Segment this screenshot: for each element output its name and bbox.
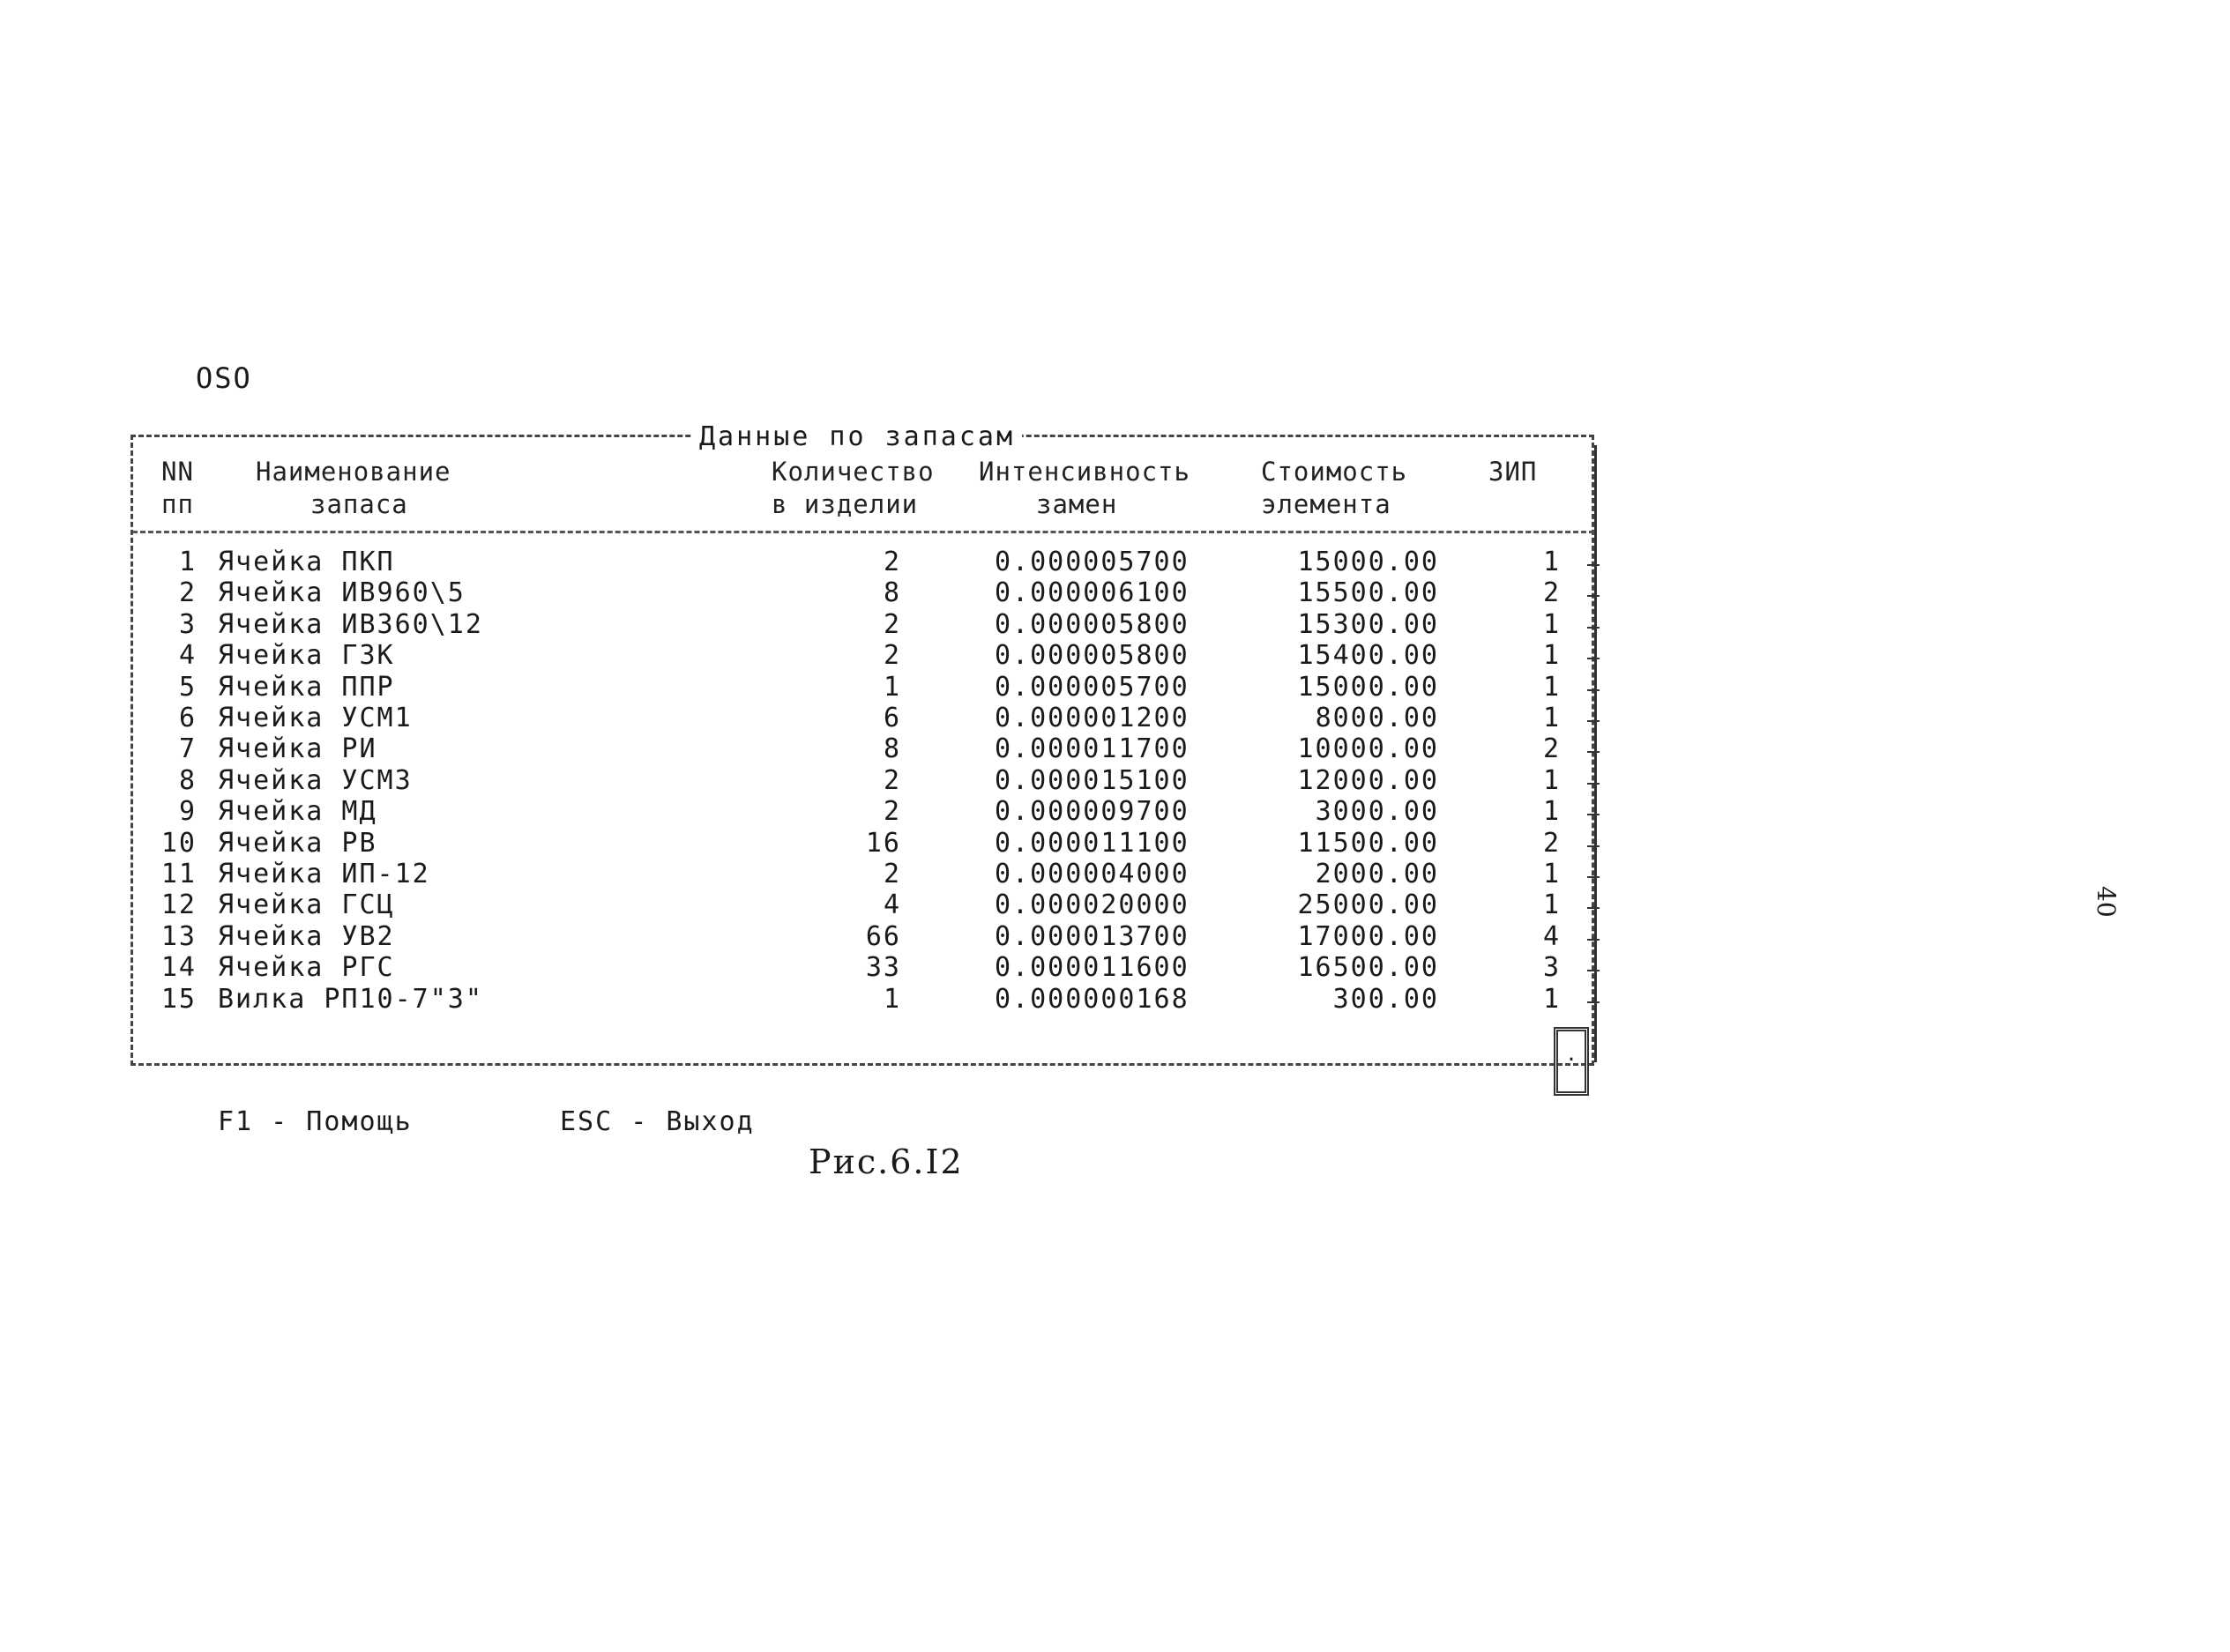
row-rate-8: 0.000015100 [995, 764, 1190, 796]
header-zip: ЗИП [1488, 457, 1538, 487]
row-name-13: Ячейка УВ2 [218, 920, 395, 952]
row-cost-11: 2000.00 [1315, 859, 1439, 889]
row-rate-4: 0.000005800 [995, 640, 1190, 672]
row-zip-9: 1 [1542, 796, 1561, 828]
header-qty-2: в изделии [772, 489, 919, 519]
row-name-5: Ячейка ППР [218, 671, 395, 703]
header-nn-1: NN [161, 457, 194, 487]
row-rate-10: 0.000011100 [995, 827, 1190, 859]
exit-key-hint[interactable]: ESC - Выход [560, 1106, 755, 1137]
header-rate-1: Интенсивность [979, 457, 1190, 487]
row-zip-12: 1 [1542, 889, 1561, 921]
row-cost-12: 25000.00 [1297, 889, 1439, 921]
row-nn-14: 14 [160, 952, 197, 984]
row-rate-2: 0.000006100 [995, 577, 1190, 609]
row-qty-1: 2 [883, 547, 901, 577]
row-qty-14: 33 [865, 952, 901, 984]
rail-tick [1587, 1001, 1600, 1003]
row-zip-14: 3 [1542, 952, 1561, 984]
header-name-1: Наименование [256, 457, 451, 487]
row-qty-12: 4 [883, 889, 901, 921]
row-rate-13: 0.000013700 [995, 920, 1190, 952]
row-zip-13: 4 [1542, 920, 1561, 952]
row-rate-15: 0.000000168 [995, 983, 1190, 1015]
rail-tick [1587, 720, 1600, 722]
row-qty-10: 16 [865, 827, 901, 859]
row-zip-5: 1 [1542, 671, 1561, 703]
row-qty-11: 2 [883, 859, 901, 889]
page-number: 40 [2092, 886, 2121, 918]
row-zip-2: 2 [1542, 577, 1561, 609]
header-qty-1: Количество [772, 457, 935, 487]
row-name-1: Ячейка ПКП [218, 547, 395, 577]
row-nn-13: 13 [160, 920, 197, 952]
row-zip-11: 1 [1542, 859, 1561, 889]
row-cost-9: 3000.00 [1315, 796, 1439, 828]
row-name-7: Ячейка РИ [218, 733, 377, 765]
row-cost-2: 15500.00 [1297, 577, 1439, 609]
figure-caption: Рис.6.I2 [809, 1142, 964, 1181]
row-name-9: Ячейка МД [218, 796, 377, 828]
header-separator [132, 531, 1594, 533]
row-rate-7: 0.000011700 [995, 733, 1190, 765]
row-rate-12: 0.000020000 [995, 889, 1190, 921]
row-qty-8: 2 [883, 764, 901, 796]
panel-title: Данные по запасам [692, 421, 1022, 452]
rail-tick [1587, 658, 1600, 659]
row-nn-10: 10 [160, 827, 197, 859]
row-rate-14: 0.000011600 [995, 952, 1190, 984]
row-name-15: Вилка РП10-7"3" [218, 983, 483, 1015]
row-zip-6: 1 [1542, 703, 1561, 733]
rail-tick [1587, 970, 1600, 971]
rail-tick [1587, 595, 1600, 597]
row-name-8: Ячейка УСМ3 [218, 764, 413, 796]
row-nn-15: 15 [160, 983, 197, 1015]
row-rate-3: 0.000005800 [995, 608, 1190, 640]
help-key-hint[interactable]: F1 - Помощь [218, 1106, 413, 1137]
row-qty-3: 2 [883, 608, 901, 640]
row-rate-9: 0.000009700 [995, 796, 1190, 828]
row-zip-10: 2 [1542, 827, 1561, 859]
row-name-12: Ячейка ГСЦ [218, 889, 395, 921]
rail-tick [1587, 907, 1600, 909]
row-name-3: Ячейка ИВ360\12 [218, 608, 483, 640]
row-qty-15: 1 [883, 983, 901, 1015]
row-nn-3: 3 [178, 608, 197, 640]
row-nn-8: 8 [178, 764, 197, 796]
header-nn-2: пп [161, 489, 194, 519]
row-name-2: Ячейка ИВ960\5 [218, 577, 466, 609]
header-cost-1: Стоимость [1261, 457, 1408, 487]
row-nn-12: 12 [160, 889, 197, 921]
row-cost-6: 8000.00 [1315, 703, 1439, 733]
rail-tick [1587, 939, 1600, 941]
row-cost-10: 11500.00 [1297, 827, 1439, 859]
rail-tick [1587, 627, 1600, 629]
row-qty-13: 66 [865, 920, 901, 952]
row-nn-11: 11 [160, 859, 197, 889]
rail-tick [1587, 876, 1600, 878]
row-cost-1: 15000.00 [1297, 547, 1439, 577]
rail-tick [1587, 564, 1600, 566]
top-code-label: OSO [196, 361, 252, 395]
row-nn-6: 6 [178, 703, 197, 733]
header-cost-2: элемента [1261, 489, 1391, 519]
row-nn-7: 7 [178, 733, 197, 765]
rail-tick [1587, 689, 1600, 691]
row-cost-14: 16500.00 [1297, 952, 1439, 984]
header-name-2: запаса [310, 489, 408, 519]
row-zip-7: 2 [1542, 733, 1561, 765]
row-name-6: Ячейка УСМ1 [218, 703, 413, 733]
row-name-4: Ячейка ГЗК [218, 640, 395, 672]
rail-tick [1587, 814, 1600, 815]
rail-tick [1587, 845, 1600, 847]
row-nn-2: 2 [178, 577, 197, 609]
row-nn-9: 9 [178, 796, 197, 828]
row-qty-6: 6 [883, 703, 901, 733]
row-name-14: Ячейка РГС [218, 952, 395, 984]
row-cost-4: 15400.00 [1297, 640, 1439, 672]
rail-tick [1587, 783, 1600, 785]
row-name-10: Ячейка РВ [218, 827, 377, 859]
rail-tick [1587, 751, 1600, 753]
row-nn-4: 4 [178, 640, 197, 672]
row-rate-5: 0.000005700 [995, 671, 1190, 703]
row-zip-3: 1 [1542, 608, 1561, 640]
row-cost-7: 10000.00 [1297, 733, 1439, 765]
row-rate-11: 0.000004000 [995, 859, 1190, 889]
row-cost-13: 17000.00 [1297, 920, 1439, 952]
row-cost-5: 15000.00 [1297, 671, 1439, 703]
row-rate-1: 0.000005700 [995, 547, 1190, 577]
row-qty-2: 8 [883, 577, 901, 609]
scroll-indicator[interactable]: · [1554, 1027, 1589, 1096]
row-zip-4: 1 [1542, 640, 1561, 672]
header-rate-2: замен [1036, 489, 1118, 519]
row-qty-4: 2 [883, 640, 901, 672]
row-rate-6: 0.000001200 [995, 703, 1190, 733]
row-nn-5: 5 [178, 671, 197, 703]
row-nn-1: 1 [178, 547, 197, 577]
row-qty-7: 8 [883, 733, 901, 765]
row-zip-1: 1 [1542, 547, 1561, 577]
row-qty-9: 2 [883, 796, 901, 828]
row-qty-5: 1 [883, 671, 901, 703]
row-cost-15: 300.00 [1332, 983, 1439, 1015]
row-cost-8: 12000.00 [1297, 764, 1439, 796]
row-name-11: Ячейка ИП-12 [218, 859, 430, 889]
row-zip-15: 1 [1542, 983, 1561, 1015]
row-cost-3: 15300.00 [1297, 608, 1439, 640]
row-zip-8: 1 [1542, 764, 1561, 796]
